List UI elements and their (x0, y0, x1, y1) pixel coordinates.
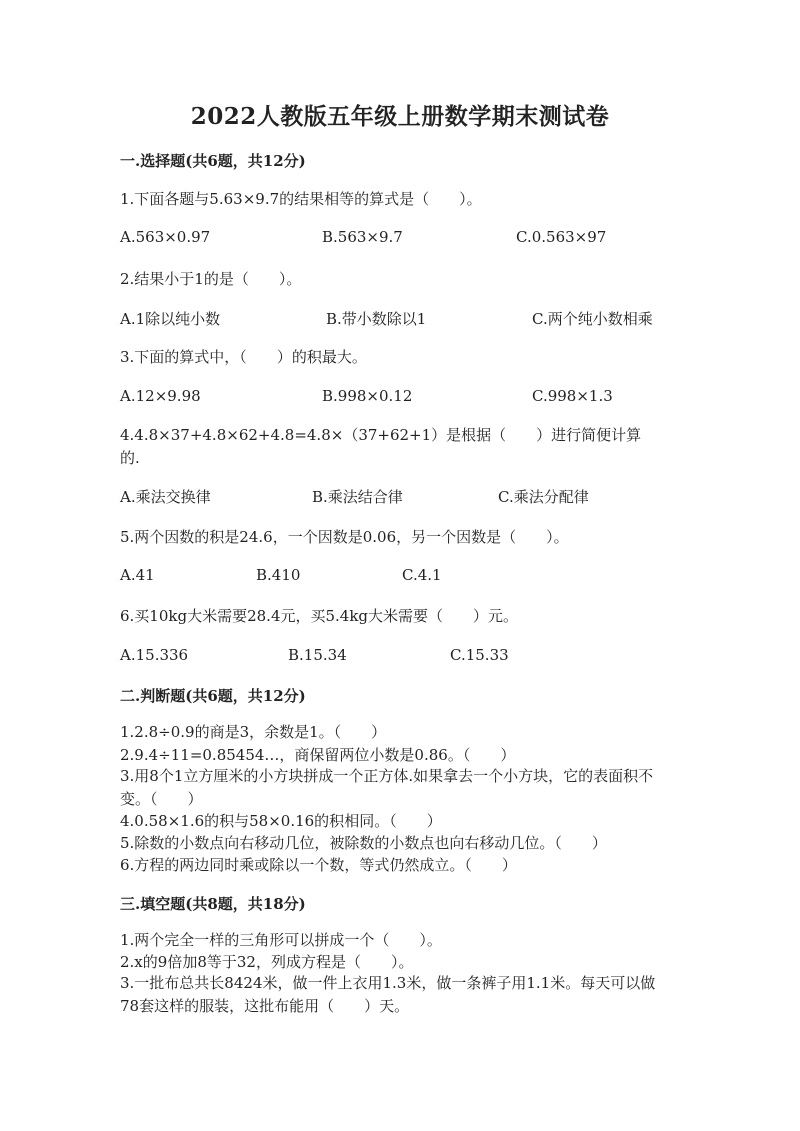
judge-item: 5.除数的小数点向右移动几位，被除数的小数点也向右移动几位。（ ） (120, 834, 607, 852)
option-a: A.15.336 (120, 646, 189, 664)
option-a: A.1除以纯小数 (120, 310, 221, 328)
option-a: A.563×0.97 (120, 228, 211, 246)
judge-item: 6.方程的两边同时乘或除以一个数，等式仍然成立。（ ） (120, 856, 517, 874)
judge-item: 1.2.8÷0.9的商是3，余数是1。（ ） (120, 723, 387, 741)
option-b: B.563×9.7 (322, 228, 403, 246)
option-a: A.41 (120, 566, 155, 584)
option-b: B.乘法结合律 (312, 488, 403, 506)
option-b: B.15.34 (288, 646, 347, 664)
option-c: C.0.563×97 (516, 228, 607, 246)
option-c: C.4.1 (402, 566, 442, 584)
option-a: A.乘法交换律 (120, 488, 211, 506)
judge-item: 3.用8个1立方厘米的小方块拼成一个正方体.如果拿去一个小方块，它的表面积不变。（ ） (120, 767, 654, 808)
question-text: 6.买10kg大米需要28.4元，买5.4kg大米需要（ ）元。 (120, 607, 519, 625)
section-heading-judge: 二.判断题(共6题，共12分) (120, 687, 306, 705)
section-heading-fill: 三.填空题(共8题，共18分) (120, 895, 306, 913)
option-b: B.998×0.12 (322, 387, 413, 405)
option-c: C.两个纯小数相乘 (532, 310, 653, 328)
question-text: 4.4.8×37+4.8×62+4.8=4.8×（37+62+1）是根据（ ）进行简便计算的. (120, 426, 642, 467)
judge-item: 4.0.58×1.6的积与58×0.16的积相同。（ ） (120, 812, 442, 830)
fill-item: 1.两个完全一样的三角形可以拼成一个（ ）。 (120, 931, 442, 949)
option-a: A.12×9.98 (120, 387, 201, 405)
question-text: 1.下面各题与5.63×9.7的结果相等的算式是（ ）。 (120, 190, 482, 208)
option-b: B.410 (256, 566, 301, 584)
fill-item: 2.x的9倍加8等于32，列成方程是（ ）。 (120, 953, 414, 971)
question-text: 2.结果小于1的是（ ）。 (120, 270, 302, 288)
option-c: C.乘法分配律 (498, 488, 589, 506)
option-c: C.15.33 (450, 646, 509, 664)
page-title: 2022人教版五年级上册数学期末测试卷 (190, 103, 610, 130)
option-b: B.带小数除以1 (326, 310, 427, 328)
section-heading-choice: 一.选择题(共6题，共12分) (120, 152, 306, 170)
question-text: 3.下面的算式中，（ ）的积最大。 (120, 348, 367, 366)
fill-item: 3.一批布总共长8424米，做一件上衣用1.3米，做一条裤子用1.1米。每天可以做78套这样的服装，这批布能用（ ）天。 (120, 974, 656, 1015)
option-c: C.998×1.3 (532, 387, 613, 405)
question-text: 5.两个因数的积是24.6，一个因数是0.06，另一个因数是（ ）。 (120, 528, 569, 546)
judge-item: 2.9.4÷11=0.85454…，商保留两位小数是0.86。（ ） (120, 746, 516, 764)
